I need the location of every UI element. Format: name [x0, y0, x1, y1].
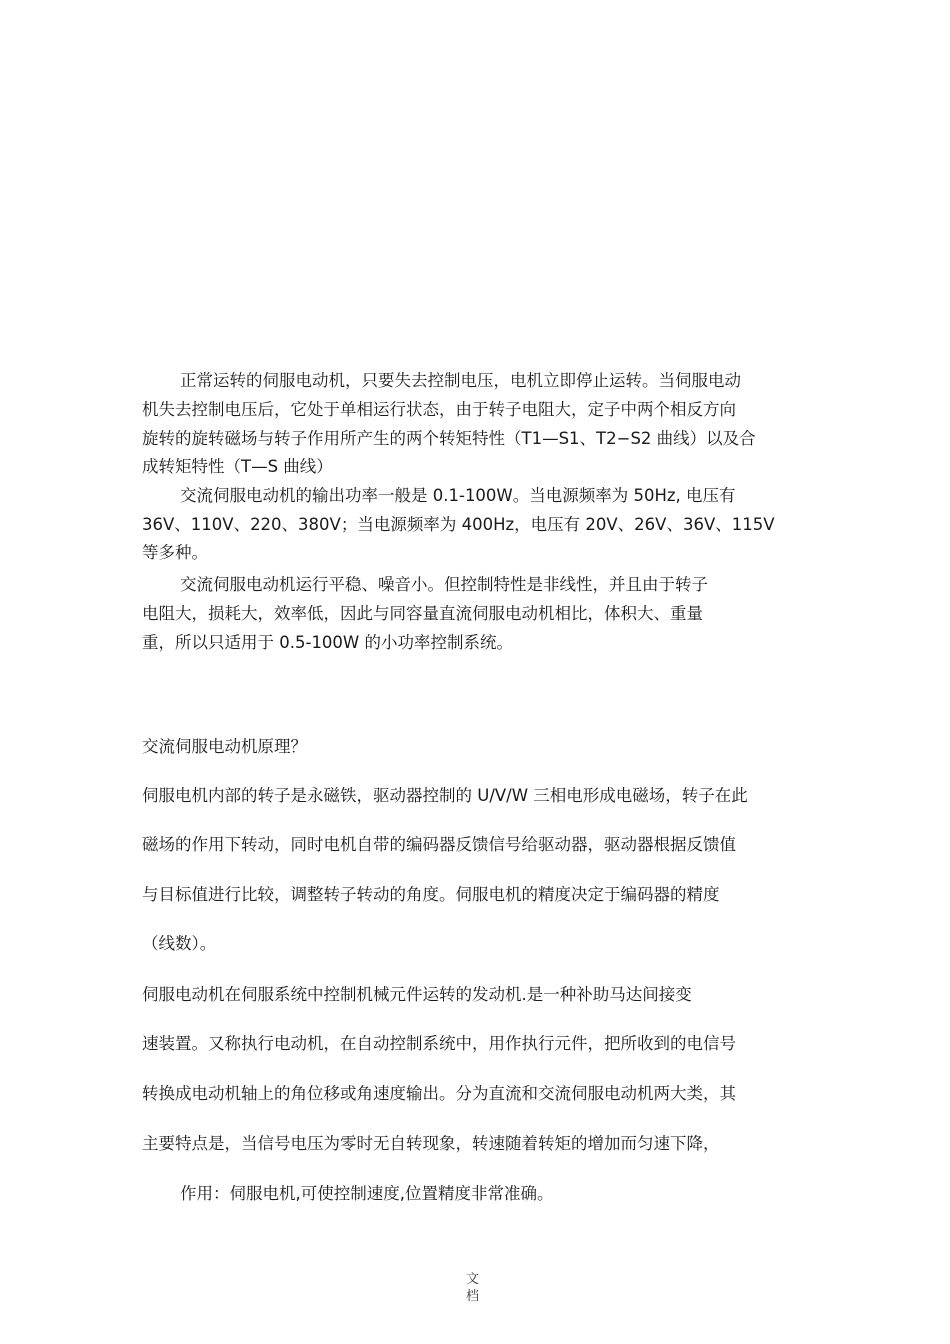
paragraph-line: 交流伺服电动机的输出功率一般是 0.1-100W。当电源频率为 50Hz, 电压有	[180, 486, 736, 505]
paragraph-line: 交流伺服电动机运行平稳、噪音小。但控制特性是非线性，并且由于转子	[180, 575, 708, 594]
paragraph-line: 伺服电动机在伺服系统中控制机械元件运转的发动机.是一种补助马达间接变	[142, 985, 692, 1004]
paragraph-line: 正常运转的伺服电动机，只要失去控制电压，电机立即停止运转。当伺服电动	[180, 371, 741, 390]
paragraph-line: 磁场的作用下转动，同时电机自带的编码器反馈信号给驱动器，驱动器根据反馈值	[142, 835, 736, 854]
paragraph-line: 成转矩特性（T—S 曲线）	[142, 457, 333, 476]
paragraph-line: 重，所以只适用于 0.5-100W 的小功率控制系统。	[142, 633, 513, 652]
paragraph-line: 作用：伺服电机,可使控制速度,位置精度非常准确。	[180, 1184, 554, 1203]
paragraph-line: 伺服电机内部的转子是永磁铁，驱动器控制的 U/V/W 三相电形成电磁场，转子在此	[142, 786, 748, 805]
paragraph-line: 转换成电动机轴上的角位移或角速度输出。分为直流和交流伺服电动机两大类，其	[142, 1084, 736, 1103]
footer-text: 档	[466, 1289, 480, 1304]
paragraph-line: 主要特点是，当信号电压为零时无自转现象，转速随着转矩的增加而匀速下降，	[142, 1134, 720, 1153]
paragraph-line: （线数）。	[142, 934, 217, 953]
paragraph-line: 与目标值进行比较，调整转子转动的角度。伺服电机的精度决定于编码器的精度	[142, 885, 720, 904]
paragraph-line: 机失去控制电压后，它处于单相运行状态，由于转子电阻大，定子中两个相反方向	[142, 400, 736, 419]
paragraph-line: 电阻大，损耗大，效率低，因此与同容量直流伺服电动机相比，体积大、重量	[142, 604, 703, 623]
section-heading: 交流伺服电动机原理？	[142, 737, 307, 756]
footer-text: 文	[466, 1272, 480, 1287]
paragraph-line: 36V、110V、220、380V；当电源频率为 400Hz，电压有 20V、26V、36V、115V	[142, 515, 775, 534]
paragraph-line: 旋转的旋转磁场与转子作用所产生的两个转矩特性（T1—S1、T2−S2 曲线）以及合	[142, 429, 756, 448]
paragraph-line: 速装置。又称执行电动机，在自动控制系统中，用作执行元件，把所收到的电信号	[142, 1034, 736, 1053]
paragraph-line: 等多种。	[142, 543, 208, 562]
